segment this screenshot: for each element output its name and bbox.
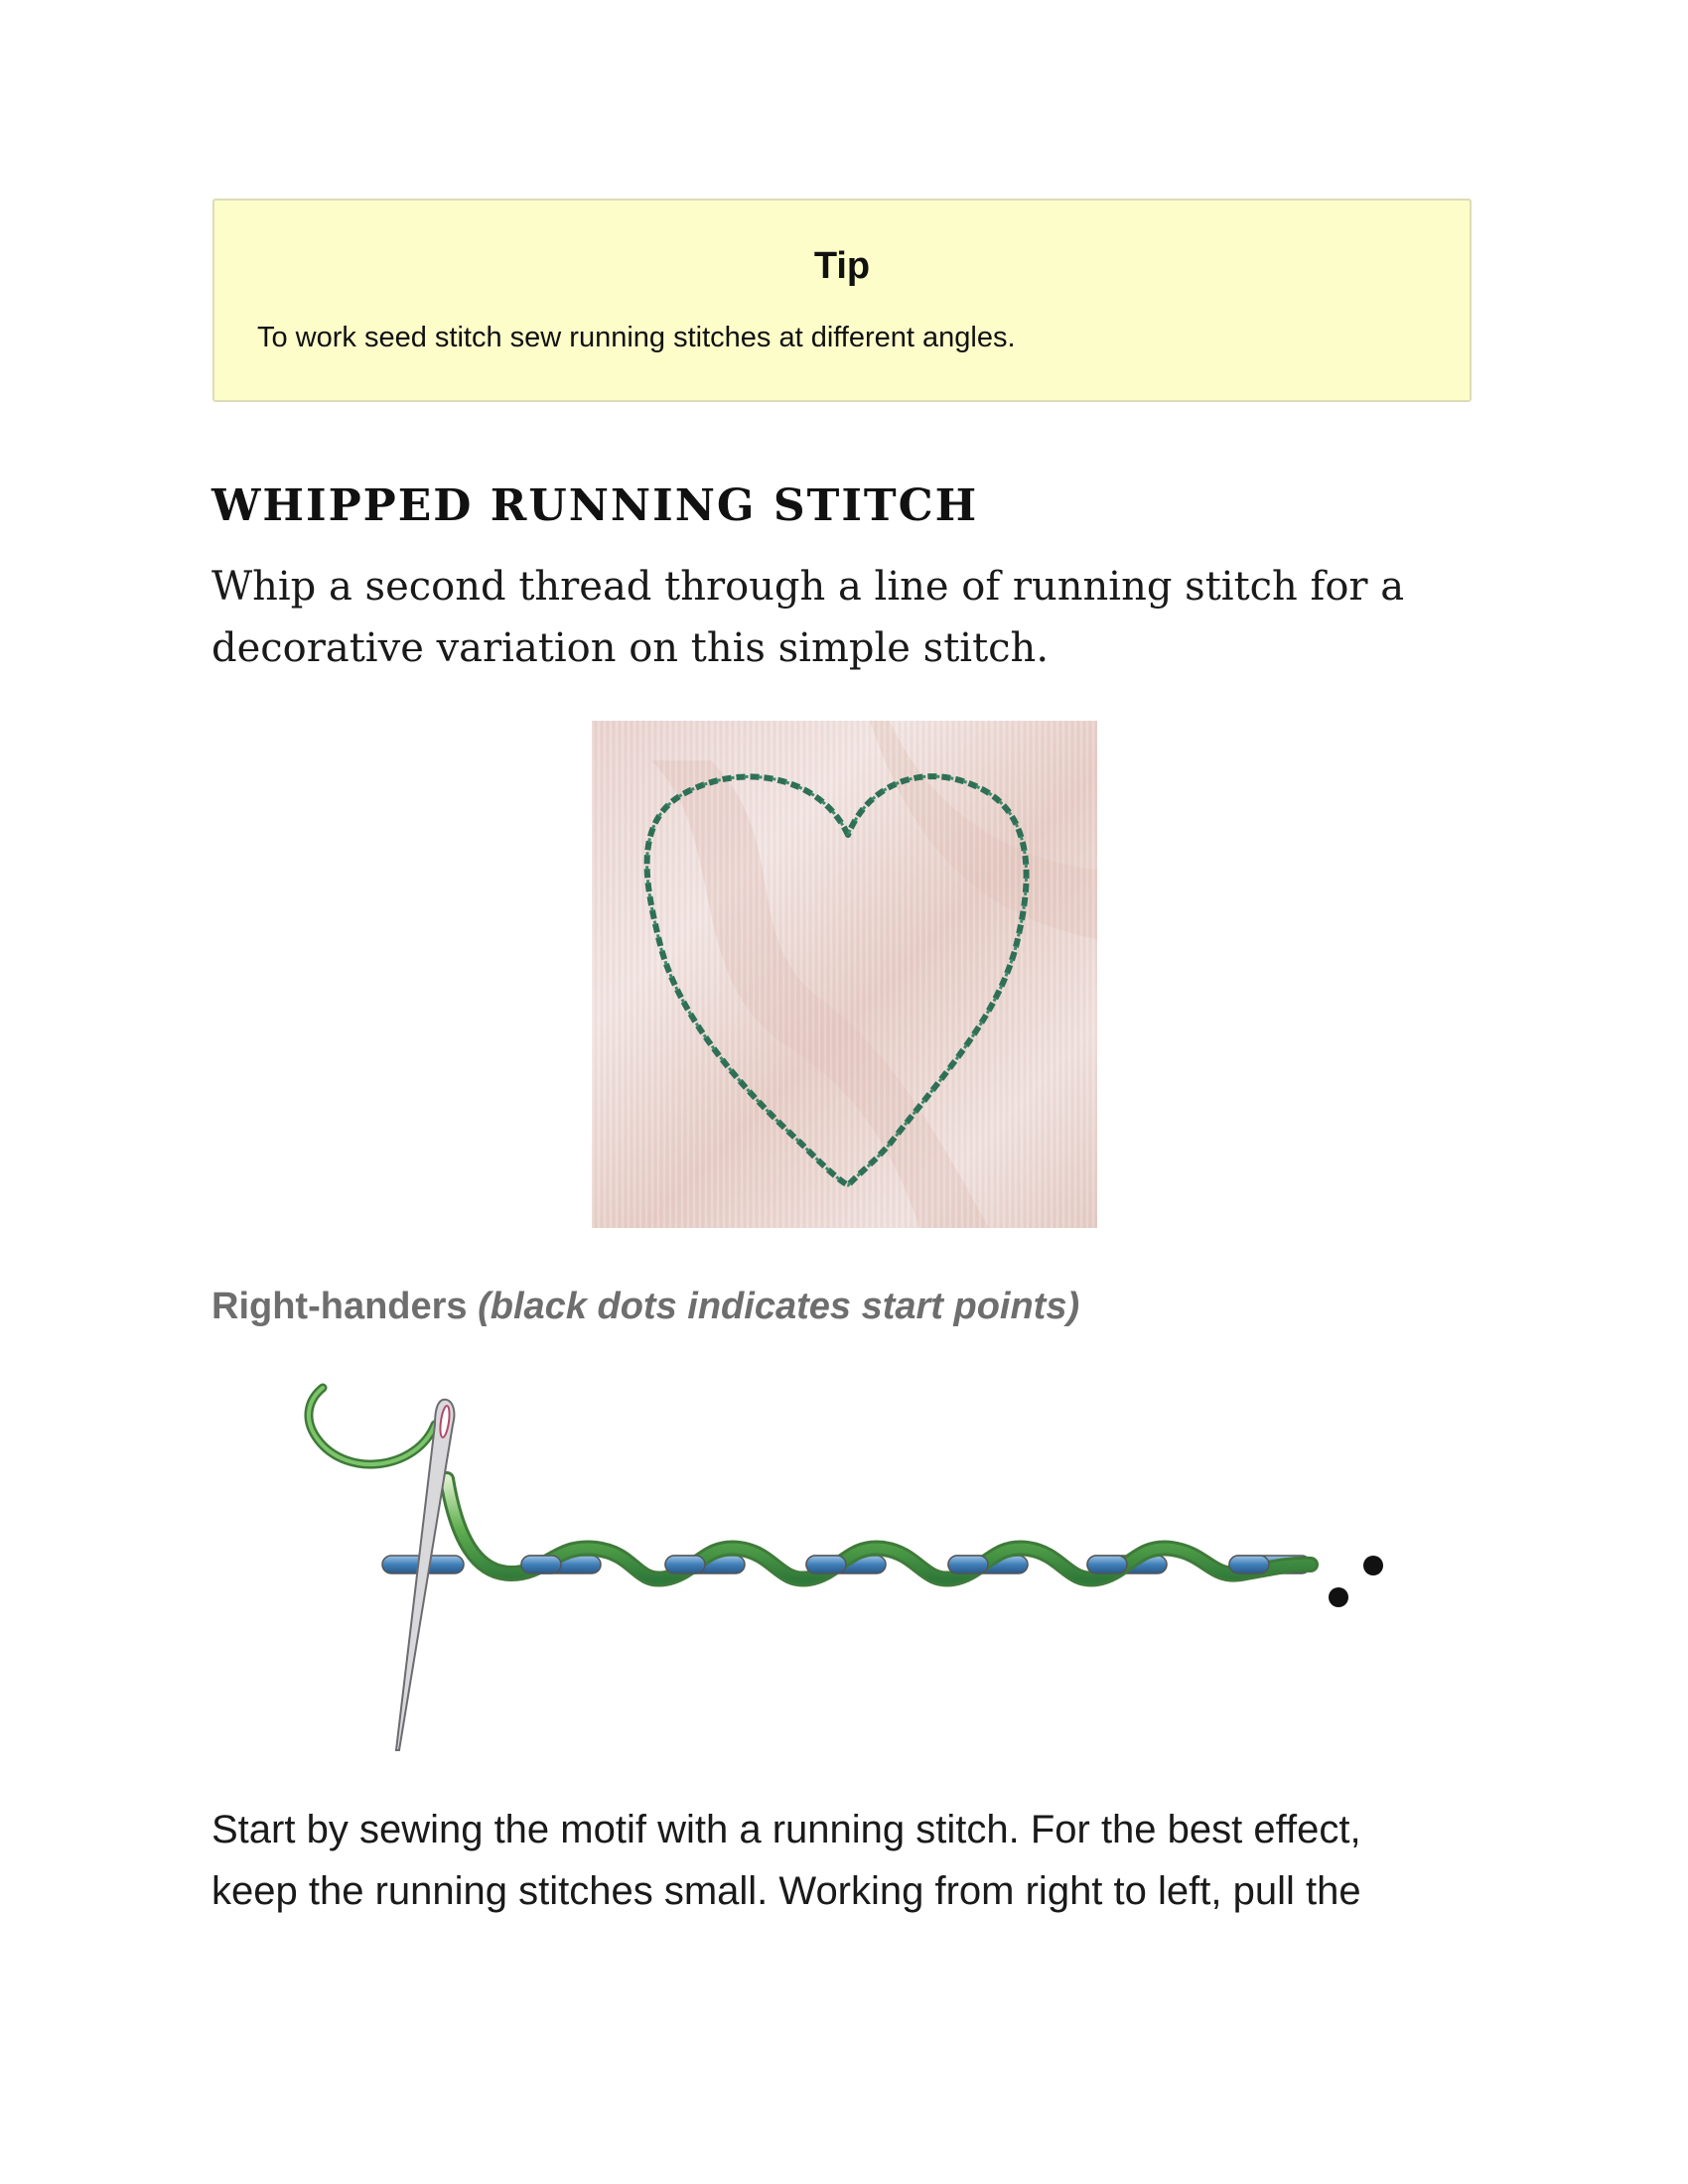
body-line: keep the running stitches small. Working from right to left, pull the xyxy=(211,1869,1361,1913)
subheading-note: (black dots indicates start points) xyxy=(478,1286,1080,1327)
subheading-label: Right-handers xyxy=(211,1286,468,1327)
tip-text: To work seed stitch sew running stitches at different angles. xyxy=(257,322,1016,353)
start-point-dot xyxy=(1329,1587,1348,1607)
tip-box xyxy=(212,199,1472,402)
intro-paragraph xyxy=(211,556,1403,679)
tip-title: Tip xyxy=(813,245,871,287)
section-heading: WHIPPED RUNNING STITCH xyxy=(211,480,979,531)
body-line: Start by sewing the motif with a running stitch. For the best effect, xyxy=(211,1808,1361,1851)
whipped-running-stitch-diagram xyxy=(278,1370,1410,1767)
body-paragraph xyxy=(211,1799,1463,1922)
thread-tail xyxy=(309,1388,435,1464)
intro-line: decorative variation on this simple stitch. xyxy=(211,625,1050,671)
start-point-dot xyxy=(1363,1556,1383,1575)
heart-embroidery-photo xyxy=(592,721,1097,1228)
intro-line: Whip a second thread through a line of running stitch for a xyxy=(211,564,1405,610)
instructions-subheading xyxy=(211,1283,1079,1330)
